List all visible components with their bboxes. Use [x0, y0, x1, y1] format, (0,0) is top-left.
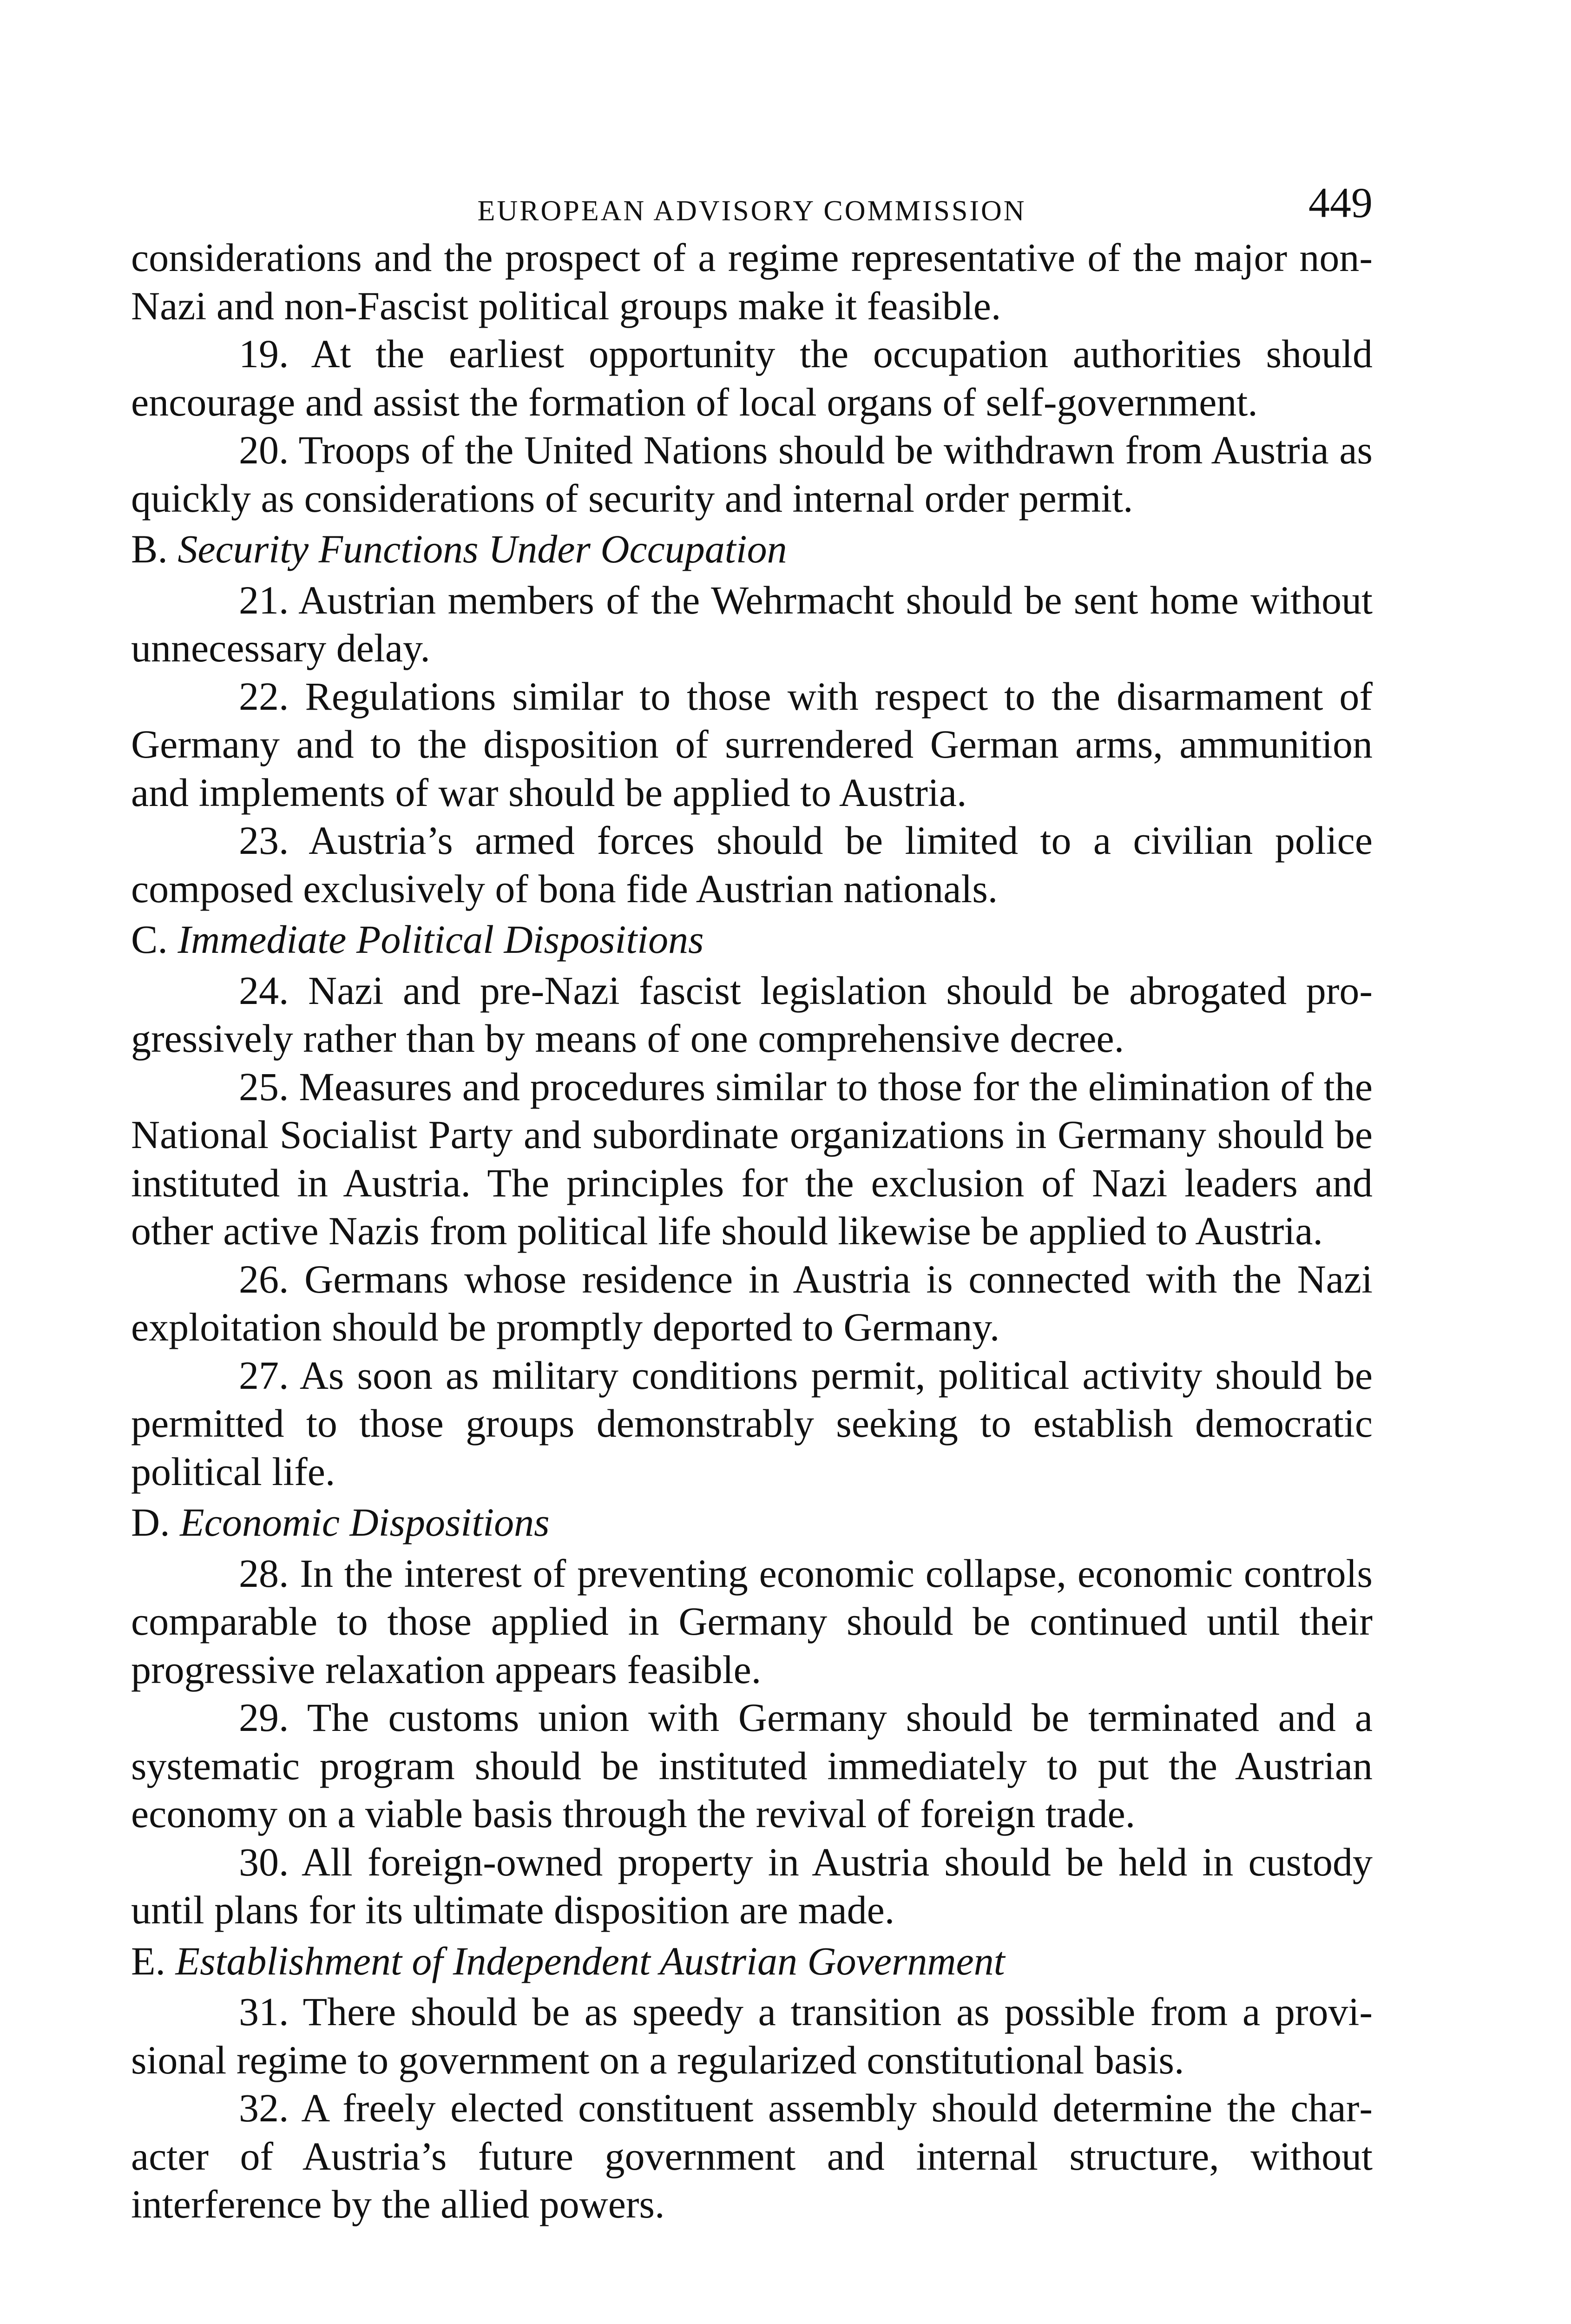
paragraph-23: 23. Austria’s armed forces should be limited to a civilian police composed exclusively of bona fide Austrian nationals.	[131, 818, 1373, 911]
section-heading-b	[131, 522, 1373, 576]
section-heading-d	[131, 1496, 1373, 1550]
page-number: 449	[1308, 179, 1373, 226]
section-letter: B.	[131, 527, 168, 571]
section-letter: E.	[131, 1938, 166, 1983]
paragraph-22: 22. Regulations similar to those with respect to the disarmament of Germany and to the disposition of surrendered German arms, ammunition and implements of war should be applied to Austria.	[131, 673, 1373, 815]
page-header	[131, 179, 1373, 230]
paragraph-19: 19. At the earliest opportunity the occupation authorities should encourage and assist the formation of local organs of self-government.	[131, 331, 1373, 424]
paragraph-20: 20. Troops of the United Nations should be withdrawn from Austria as quickly as considerations of security and internal order permit.	[131, 428, 1373, 521]
paragraph-26: 26. Germans whose residence in Austria is connected with the Nazi exploitation should be promptly deported to Germany.	[131, 1256, 1373, 1349]
document-page	[131, 179, 1373, 2324]
section-heading-c	[131, 913, 1373, 967]
running-head: EUROPEAN ADVISORY COMMISSION	[477, 195, 1026, 227]
section-title: Immediate Political Dispositions	[177, 917, 704, 962]
paragraph-31: 31. There should be as speedy a transition as possible from a provisional regime to government on a regularized constitutional basis.	[131, 1989, 1373, 2082]
paragraph-27: 27. As soon as military conditions permit, political activity should be permitted to those groups demonstrably seeking to establish democratic political life.	[131, 1353, 1373, 1494]
section-heading-e	[131, 1934, 1373, 1988]
paragraph-continued: considerations and the prospect of a regime representative of the major non-Nazi and non-Fascist political groups make it feasible.	[131, 235, 1373, 328]
paragraph-24: 24. Nazi and pre-Nazi fascist legislation should be abrogated progressively rather than by means of one comprehensive decree.	[131, 968, 1373, 1061]
paragraph-21: 21. Austrian members of the Wehrmacht should be sent home without unnecessary delay.	[131, 577, 1373, 670]
paragraph-30: 30. All foreign-owned property in Austria should be held in custody until plans for its ultimate disposition are made.	[131, 1839, 1373, 1932]
paragraph-32: 32. A freely elected constituent assembly should determine the character of Austria’s future government and internal structure, without interference by the allied powers.	[131, 2086, 1373, 2226]
section-title: Security Functions Under Occupation	[177, 527, 787, 571]
paragraph-29: 29. The customs union with Germany should be terminated and a systematic program should be instituted immediately to put the Austrian economy on a viable basis through the revival of foreign trade.	[131, 1695, 1373, 1836]
section-title: Economic Dispositions	[180, 1500, 550, 1545]
section-letter: C.	[131, 917, 168, 962]
paragraph-28: 28. In the interest of preventing economic collapse, economic controls comparable to those applied in Germany should be continued until their progressive relaxation appears feasible.	[131, 1551, 1373, 1692]
paragraph-25: 25. Measures and procedures similar to those for the elimination of the National Socialist Party and subordinate organizations in Germany should be instituted in Austria. The principles for the exclusion of Nazi leaders and other active Nazis from political life should likewise be applied to Austria.	[131, 1064, 1373, 1253]
section-title: Establishment of Independent Austrian Government	[175, 1938, 1005, 1983]
section-letter: D.	[131, 1500, 170, 1545]
